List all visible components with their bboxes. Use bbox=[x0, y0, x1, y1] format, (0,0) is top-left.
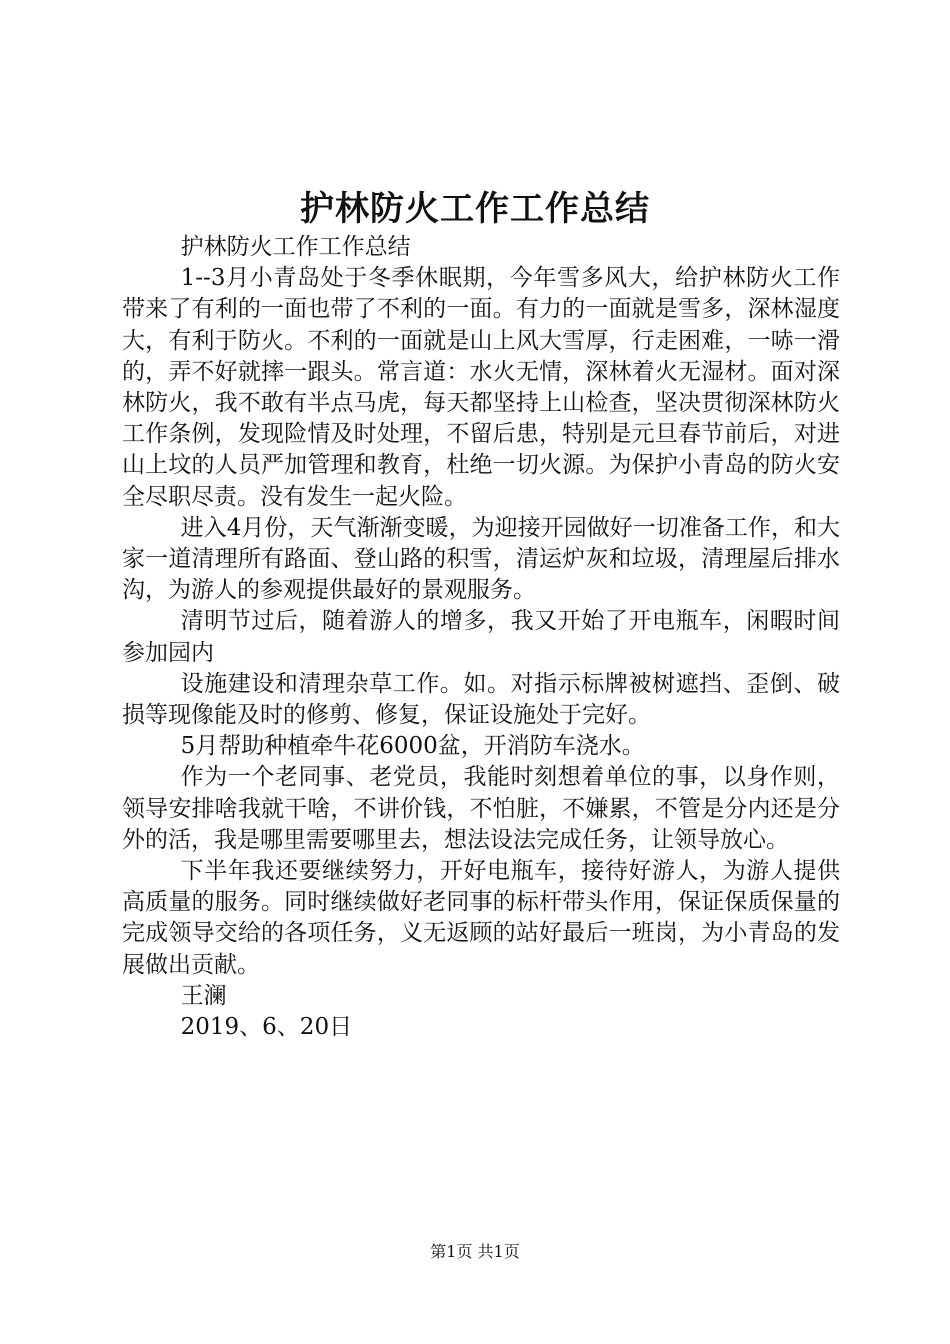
paragraph-facilities: 设施建设和清理杂草工作。如。对指示标牌被树遮挡、歪倒、破损等现像能及时的修剪、修复，保证设施处于完好。 bbox=[122, 670, 840, 729]
page-footer: 第1页 共1页 bbox=[430, 1242, 520, 1261]
paragraph-attitude: 作为一个老同事、老党员，我能时刻想着单位的事，以身作则，领导安排啥我就干啥，不讲价钱，不怕脏，不嫌累，不管是分内还是分外的活，我是哪里需要哪里去，想法设法完成任务，让领导放心。 bbox=[122, 764, 840, 853]
author-name: 王澜 bbox=[180, 982, 227, 1009]
document-title: 护林防火工作工作总结 bbox=[300, 189, 650, 229]
paragraph-plan: 下半年我还要继续努力，开好电瓶车，接待好游人，为游人提供高质量的服务。同时继续做好老同事的标杆带头作用，保证保质保量的完成领导交给的各项任务，义无返顾的站好最后一班岗，为小青岛的发展做出贡献。 bbox=[122, 858, 840, 978]
document-date: 2019、6、20日 bbox=[180, 1014, 353, 1041]
paragraph-may: 5月帮助种植牵牛花6000盆，开消防车浇水。 bbox=[180, 733, 645, 760]
subtitle-paragraph: 护林防火工作工作总结 bbox=[180, 234, 411, 260]
paragraph-april: 进入4月份，天气渐渐变暖，为迎接开园做好一切准备工作，和大家一道清理所有路面、登山路的积雪，清运炉灰和垃圾，清理屋后排水沟，为游人的参观提供最好的景观服务。 bbox=[122, 514, 840, 604]
paragraph-winter: 1--3月小青岛处于冬季休眠期，今年雪多风大，给护林防火工作带来了有利的一面也带了不利的一面。有力的一面就是雪多，深林湿度大，有利于防火。不利的一面就是山上风大雪厚，行走困难，一哧一滑的，弄不好就摔一跟头。常言道：水火无情，深林着火无湿材。面对深林防火，我不敢有半点马虎，每天都坚持上山检查，坚决贯彻深林防火工作条例，发现险情及时处理，不留后患，特别是元旦春节前后，对进山上坟的人员严加管理和教育，杜绝一切火源。为保护小青岛的防火安全尽职尽责。没有发生一起火险。 bbox=[122, 265, 840, 510]
document-body bbox=[122, 232, 840, 1043]
paragraph-qingming: 清明节过后，随着游人的增多，我又开始了开电瓶车，闲暇时间参加园内 bbox=[122, 608, 840, 666]
